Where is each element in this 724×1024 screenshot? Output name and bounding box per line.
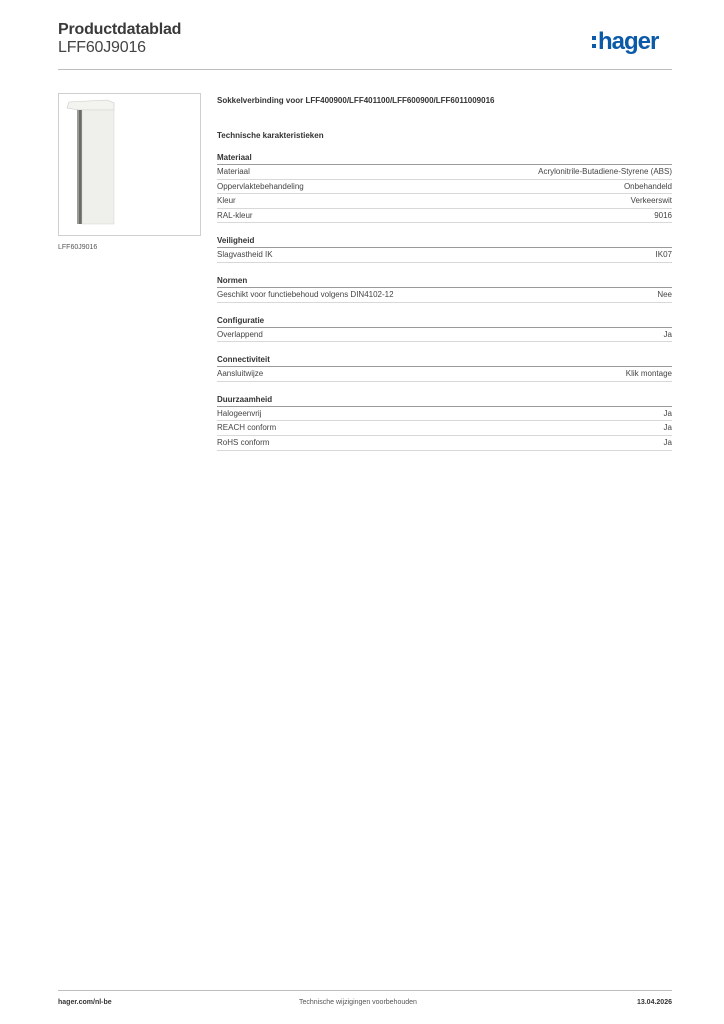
product-illustration-icon [59,94,200,235]
spec-label: REACH conform [217,423,277,433]
footer-disclaimer: Technische wijzigingen voorbehouden [299,999,417,1006]
spec-value: Klik montage [625,369,672,379]
header-divider [58,69,672,70]
footer-date: 13.04.2026 [636,999,672,1006]
spec-row [217,194,672,209]
spec-label: RoHS conform [217,437,270,447]
spec-label: Oppervlaktebehandeling [217,181,304,191]
spec-row [217,209,672,224]
spec-section [217,394,672,451]
spec-section [217,275,672,303]
spec-value: Ja [663,437,672,447]
image-caption: LFF60J9016 [58,244,98,251]
logo-text: hager [598,28,659,55]
spec-value: Ja [663,408,672,418]
spec-value: Acrylonitrile-Butadiene-Styrene (ABS) [538,167,672,176]
spec-label: Overlappend [217,329,263,339]
spec-section [217,315,672,343]
spec-label: Slagvastheid IK [217,250,273,260]
spec-row [217,367,672,382]
spec-label: Kleur [217,196,236,206]
footer-website-link[interactable]: hager.com/nl-be [58,999,112,1006]
spec-label: Geschikt voor functiebehoud volgens DIN4102-12 [217,289,394,299]
spec-row [217,288,672,303]
spec-row [217,407,672,422]
spec-label: RAL-kleur [217,210,253,220]
spec-row [217,248,672,263]
section-title: Veiligheid [217,235,672,248]
product-description: Sokkelverbinding voor LFF400900/LFF401100/LFF600900/LFF6011009016 [217,96,495,105]
footer-divider [58,990,672,991]
hager-logo[interactable] [592,28,658,56]
spec-row [217,436,672,451]
spec-section [217,152,672,223]
spec-sections [217,152,672,451]
spec-value: Nee [657,289,672,299]
spec-row [217,180,672,195]
section-title: Normen [217,275,672,288]
spec-section [217,354,672,382]
spec-row [217,328,672,343]
spec-label: Materiaal [217,167,250,176]
spec-value: Verkeerswit [630,196,672,206]
section-title: Materiaal [217,152,672,165]
section-title: Duurzaamheid [217,394,672,407]
spec-content [217,96,672,451]
spec-value: IK07 [655,250,672,260]
specs-heading: Technische karakteristieken [217,131,324,140]
logo-dots-icon [592,36,596,48]
spec-section [217,235,672,263]
section-title: Configuratie [217,315,672,328]
spec-value: 9016 [654,210,672,220]
spec-label: Halogeenvrij [217,408,262,418]
section-title: Connectiviteit [217,354,672,367]
product-image [58,93,201,236]
spec-row [217,165,672,180]
spec-value: Onbehandeld [623,181,672,191]
product-reference: LFF60J9016 [58,39,146,56]
document-title: Productdatablad [58,21,182,38]
spec-row [217,421,672,436]
spec-label: Aansluitwijze [217,369,264,379]
spec-value: Ja [663,329,672,339]
spec-value: Ja [663,423,672,433]
